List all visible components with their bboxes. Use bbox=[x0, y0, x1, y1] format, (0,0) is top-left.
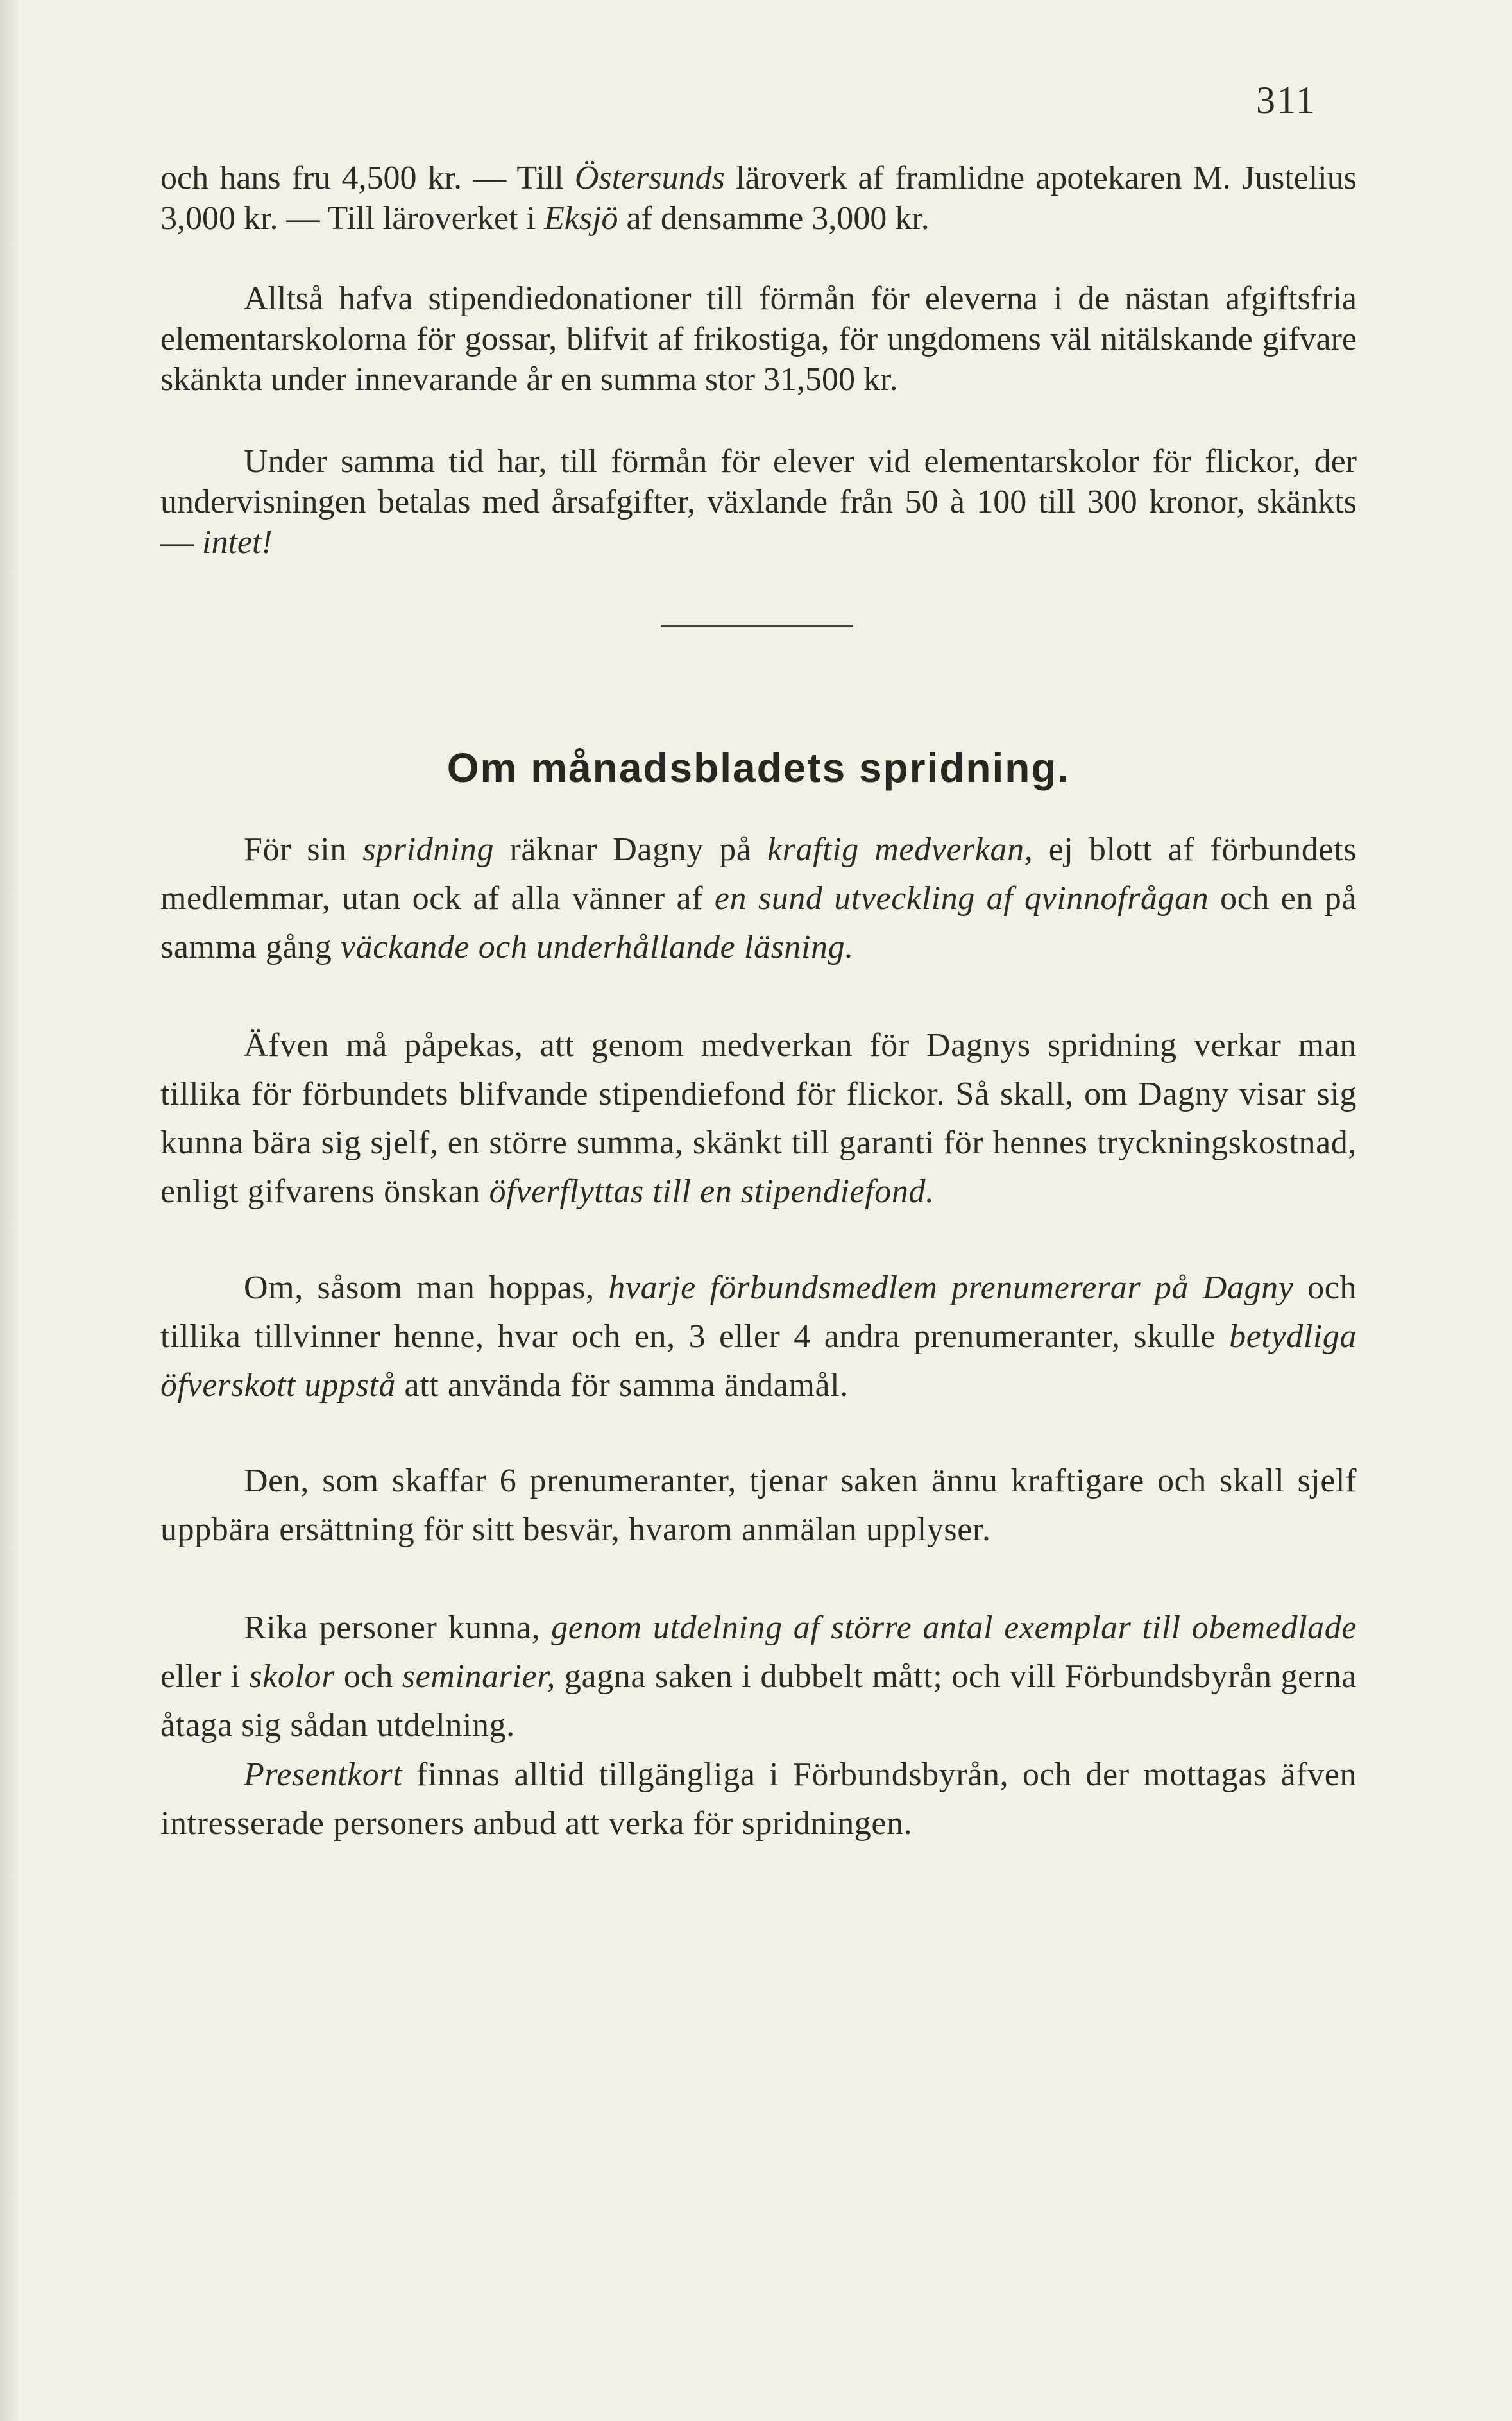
paragraph-stipend-total: Alltså hafva stipendiedonationer till förmån för eleverna i de nästan afgiftsfria elementarskolorna för gossar, blifvit af frikostiga, för ungdomens väl nitälskande gifvare skänkta under innevarande år en summa stor 31,500 kr. bbox=[160, 280, 1357, 398]
text-segment: För sin bbox=[244, 831, 363, 868]
italic-emphasis: intet! bbox=[202, 524, 273, 561]
italic-emphasis: öfverflyttas till en stipendiefond. bbox=[489, 1173, 935, 1210]
text-segment: Äfven må påpekas, att genom medverkan för Dagnys spridning verkar man tillika för förbundets blifvande stipendiefond för flickor. Så skall, om Dagny visar sig kunna bära sig sjelf, en större summa, skänkt till garanti för hennes tryckningskostnad, enligt gifvarens önskan bbox=[160, 1027, 1357, 1210]
scan-edge-shadow bbox=[0, 0, 18, 2421]
paragraph-gift-cards bbox=[160, 1751, 1357, 1848]
text-segment: läroverk af framlidne apotekaren M. Justelius 3,000 kr. — Till läroverket i bbox=[160, 160, 1357, 237]
italic-emphasis: väckande och underhållande läsning. bbox=[340, 929, 854, 965]
italic-emphasis: en sund utveckling af qvinnofrågan bbox=[714, 880, 1209, 917]
paragraph-subscribers bbox=[160, 1264, 1357, 1410]
paragraph-girls-schools bbox=[160, 441, 1357, 563]
italic-place-name: Eksjö bbox=[544, 200, 618, 237]
italic-emphasis: skolor bbox=[249, 1658, 335, 1695]
text-segment: och bbox=[334, 1658, 402, 1695]
italic-emphasis: hvarje förbundsmedlem prenumererar på Dagny bbox=[608, 1270, 1294, 1306]
text-segment: af densamme 3,000 kr. bbox=[618, 200, 930, 237]
text-segment: och en på samma gång bbox=[160, 880, 1357, 965]
section-heading: Om månadsbladets spridning. bbox=[446, 745, 1071, 791]
italic-emphasis: betydliga öfverskott uppstå bbox=[160, 1318, 1357, 1404]
italic-emphasis: genom utdelning af större antal exemplar till obemedlade bbox=[551, 1610, 1357, 1646]
text-segment: och tillika tillvinner henne, hvar och en, 3 eller 4 andra prenumeranter, skulle bbox=[160, 1270, 1357, 1355]
paragraph-rich-persons bbox=[160, 1604, 1357, 1750]
text-segment: gagna saken i dubbelt mått; och vill Förbundsbyrån gerna åtaga sig sådan utdelning. bbox=[160, 1658, 1357, 1744]
page-number: 311 bbox=[1256, 79, 1316, 121]
text-segment: och hans fru 4,500 kr. — Till bbox=[160, 160, 575, 196]
paragraph-spreading bbox=[160, 826, 1357, 972]
text-segment: Under samma tid har, till förmån för elever vid elementarskolor för flickor, der undervisningen betalas med årsafgifter, växlande från 50 à 100 till 300 kronor, skänkts — bbox=[160, 443, 1357, 561]
text-segment: räknar Dagny på bbox=[494, 831, 767, 868]
paragraph-six-subscribers: Den, som skaffar 6 prenumeranter, tjenar saken ännu kraftigare och skall sjelf uppbära ersättning för sitt besvär, hvarom anmälan upplyser. bbox=[160, 1463, 1357, 1548]
text-segment: ej blott af förbundets medlemmar, utan ock af alla vänner af bbox=[160, 831, 1357, 917]
paragraph-stipend-fund bbox=[160, 1021, 1357, 1216]
italic-place-name: Östersunds bbox=[574, 160, 725, 196]
italic-emphasis: spridning bbox=[362, 831, 495, 868]
italic-emphasis: kraftig medverkan, bbox=[767, 831, 1033, 868]
italic-emphasis: seminarier, bbox=[402, 1658, 556, 1695]
italic-emphasis: Presentkort bbox=[244, 1756, 403, 1793]
text-segment: Om, såsom man hoppas, bbox=[244, 1270, 609, 1306]
paragraph-donations-end bbox=[160, 158, 1357, 239]
text-segment: finnas alltid tillgängliga i Förbundsbyrån, och der mottagas äfven intresserade personers anbud att verka för spridningen. bbox=[160, 1756, 1357, 1842]
text-segment: att använda för samma ändamål. bbox=[395, 1367, 849, 1404]
text-segment: eller i bbox=[160, 1658, 250, 1695]
text-segment: Rika personer kunna, bbox=[244, 1610, 552, 1646]
section-divider bbox=[661, 625, 853, 627]
